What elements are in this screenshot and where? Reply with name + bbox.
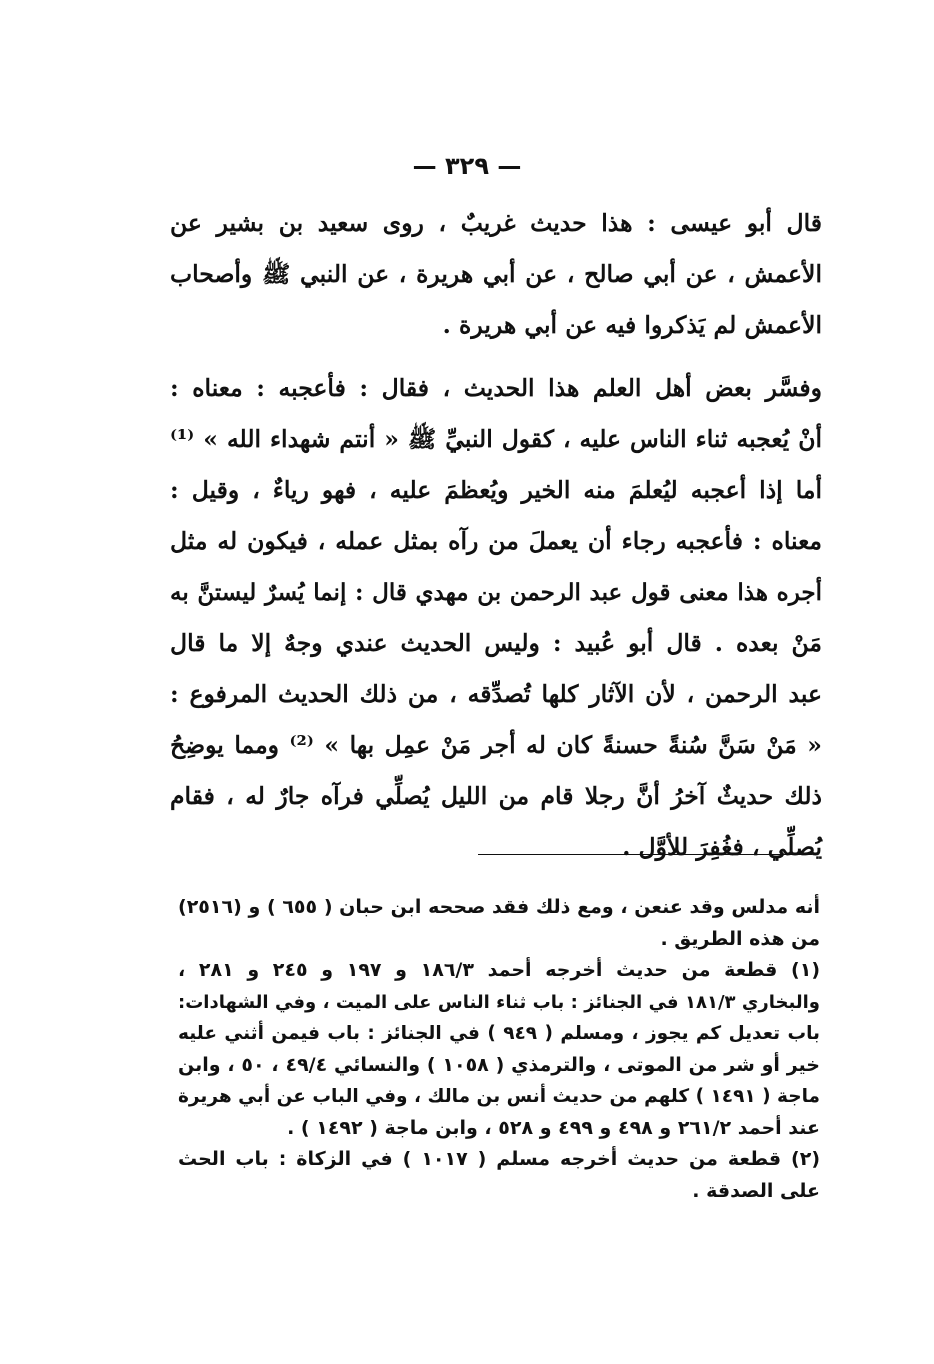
text-line: قال أبو عيسى : هذا حديث غريبٌ ، روى سعيد بن بشير عن xyxy=(170,209,822,237)
main-text xyxy=(170,198,822,873)
footnote-line: (٢) قطعة من حديث أخرجه مسلم ( ١٠١٧ ) في الزكاة : باب الحث xyxy=(178,1148,820,1170)
footnote-line: من هذه الطريق . xyxy=(660,927,820,950)
footnote-line: على الصدقة . xyxy=(692,1179,820,1202)
paragraph-gap xyxy=(170,351,822,363)
footnote-line: عند أحمد ٢٦١/٢ و ٤٩٨ و ٤٩٩ و ٥٢٨ ، وابن ماجة ( ١٤٩٢ ) . xyxy=(287,1116,820,1139)
text-line: يُصلِّي ، فغُفِرَ للأوَّل . xyxy=(622,833,822,861)
footnote-divider xyxy=(478,854,812,855)
footnotes xyxy=(178,892,820,1207)
footnote-line: ماجة ( ١٤٩١ ) كلهم من حديث أنس بن مالك ، وفي الباب عن أبي هريرة xyxy=(178,1086,820,1107)
text-line: وفسَّر بعض أهل العلم هذا الحديث ، فقال : فأعجبه : معناه : xyxy=(170,374,822,402)
footnote-line: خير أو شر من الموتى ، والترمذي ( ١٠٥٨ ) والنسائي ٤٩/٤ ، ٥٠ ، وابن xyxy=(178,1053,820,1076)
text-line: ذلك حديثٌ آخرُ أنَّ رجلا قام من الليل يُصلِّي فرآه جارٌ له ، فقام xyxy=(170,782,822,810)
paragraph xyxy=(170,363,822,873)
paragraph xyxy=(170,198,822,351)
footnote-line: والبخاري ١٨١/٣ في الجنائز : باب ثناء الناس على الميت ، وفي الشهادات: xyxy=(178,991,820,1013)
text-line: عبد الرحمن ، لأن الآثار كلها تُصدِّقه ، من ذلك الحديث المرفوع : xyxy=(170,680,822,708)
text-line: « مَنْ سَنَّ سُنةً حسنةً كان له أجر مَنْ عمِل بها » ⁽²⁾ ومما يوضِحُ xyxy=(170,731,822,759)
text-line: الأعمش ، عن أبي صالح ، عن أبي هريرة ، عن النبي ﷺ وأصحاب xyxy=(170,260,822,288)
text-line: أجره هذا معنى قول عبد الرحمن بن مهدي قال : إنما يُسرٌ ليستنَّ به xyxy=(170,579,822,606)
footnote-line: باب تعديل كم يجوز ، ومسلم ( ٩٤٩ ) في الجنائز : باب فيمن أثني عليه xyxy=(178,1023,821,1044)
footnote-line: أنه مدلس وقد عنعن ، ومع ذلك فقد صححه ابن حبان ( ٦٥٥ ) و (٢٥١٦) xyxy=(178,896,820,918)
text-line: أنْ يُعجبه ثناء الناس عليه ، كقول النبيِّ ﷺ « أنتم شهداء الله » ⁽¹⁾ xyxy=(170,425,822,453)
text-line: مَنْ بعده . قال أبو عُبيد : وليس الحديث عندي وجهٌ إلا ما قال xyxy=(170,629,822,657)
page-number: — ٣٢٩ — xyxy=(412,152,522,180)
text-line: معناه : فأعجبه رجاء أن يعملَ من رآه بمثل عمله ، فيكون له مثل xyxy=(170,527,822,555)
text-line: أما إذا أعجبه ليُعلمَ منه الخير ويُعظمَ عليه ، فهو رياءٌ ، وقيل : xyxy=(170,476,822,504)
footnote-line: (١) قطعة من حديث أخرجه أحمد ١٨٦/٣ و ١٩٧ و ٢٤٥ و ٢٨١ ، xyxy=(178,959,820,981)
text-line: الأعمش لم يَذكروا فيه عن أبي هريرة . xyxy=(442,311,822,339)
